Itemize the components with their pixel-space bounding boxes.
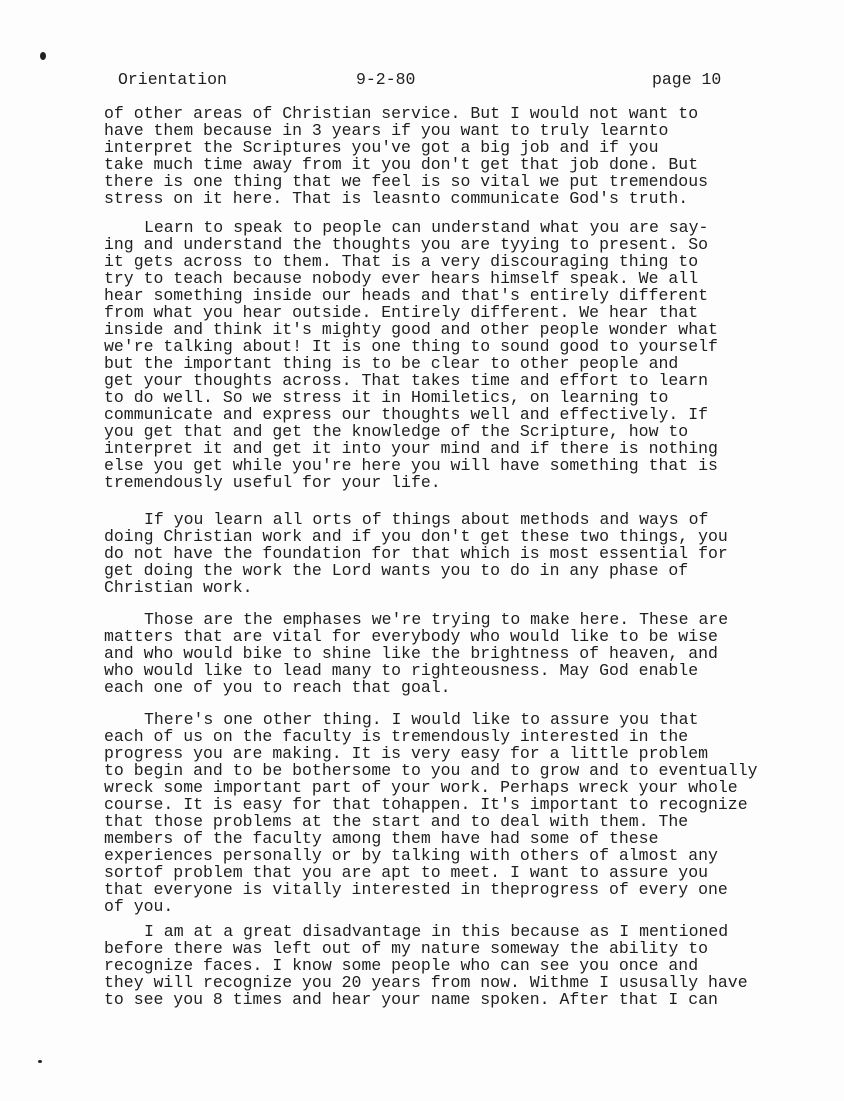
header-title: Orientation bbox=[118, 70, 227, 89]
text-line: matters that are vital for everybody who would like to be wise bbox=[104, 627, 718, 646]
text-line: from what you hear outside. Entirely different. We hear that bbox=[104, 303, 699, 322]
text-line: interpret the Scriptures you've got a big job and if you bbox=[104, 138, 659, 157]
scan-speck bbox=[38, 1060, 42, 1063]
paragraph-1 bbox=[104, 105, 708, 207]
text-line: If you learn all orts of things about methods and ways of bbox=[144, 510, 709, 529]
text-line: each one of you to reach that goal. bbox=[104, 678, 451, 697]
text-line: you get that and get the knowledge of the Scripture, how to bbox=[104, 422, 689, 441]
header-page-number: page 10 bbox=[652, 70, 722, 89]
scan-speck bbox=[40, 52, 46, 60]
text-line: hear something inside our heads and that's entirely different bbox=[104, 286, 708, 305]
text-line: There's one other thing. I would like to assure you that bbox=[144, 710, 699, 729]
text-line: members of the faculty among them have had some of these bbox=[104, 829, 659, 848]
text-line: doing Christian work and if you don't get these two things, you bbox=[104, 527, 728, 546]
text-line: that those problems at the start and to deal with them. The bbox=[104, 812, 689, 831]
text-line: else you get while you're here you will have something that is bbox=[104, 456, 718, 475]
paragraph-4 bbox=[104, 611, 728, 696]
text-line: but the important thing is to be clear to other people and bbox=[104, 354, 679, 373]
text-line: interpret it and get it into your mind and if there is nothing bbox=[104, 439, 718, 458]
text-line: have them because in 3 years if you want to truly learnto bbox=[104, 121, 669, 140]
text-line: before there was left out of my nature someway the ability to bbox=[104, 939, 708, 958]
text-line: communicate and express our thoughts well and effectively. If bbox=[104, 405, 708, 424]
text-line: wreck some important part of your work. Perhaps wreck your whole bbox=[104, 778, 738, 797]
text-line: and who would bike to shine like the brightness of heaven, and bbox=[104, 644, 718, 663]
text-line: I am at a great disadvantage in this because as I mentioned bbox=[144, 922, 729, 941]
text-line: they will recognize you 20 years from now. Withme I ususally have bbox=[104, 973, 748, 992]
text-line: stress on it here. That is leasnto communicate God's truth. bbox=[104, 189, 689, 208]
text-line: inside and think it's mighty good and other people wonder what bbox=[104, 320, 718, 339]
text-line: course. It is easy for that tohappen. It's important to recognize bbox=[104, 795, 748, 814]
text-line: of other areas of Christian service. But I would not want to bbox=[104, 104, 699, 123]
text-line: try to teach because nobody ever hears himself speak. We all bbox=[104, 269, 699, 288]
text-line: get doing the work the Lord wants you to do in any phase of bbox=[104, 561, 689, 580]
paragraph-6 bbox=[104, 923, 748, 1008]
text-line: recognize faces. I know some people who can see you once and bbox=[104, 956, 699, 975]
paragraph-5 bbox=[104, 711, 758, 915]
header-date: 9-2-80 bbox=[356, 70, 416, 89]
text-line: it gets across to them. That is a very discouraging thing to bbox=[104, 252, 699, 271]
text-line: there is one thing that we feel is so vital we put tremendous bbox=[104, 172, 708, 191]
text-line: tremendously useful for your life. bbox=[104, 473, 441, 492]
text-line: progress you are making. It is very easy for a little problem bbox=[104, 744, 708, 763]
text-line: get your thoughts across. That takes time and effort to learn bbox=[104, 371, 708, 390]
text-line: do not have the foundation for that which is most essential for bbox=[104, 544, 728, 563]
text-line: ing and understand the thoughts you are tyying to present. So bbox=[104, 235, 708, 254]
text-line: experiences personally or by talking with others of almost any bbox=[104, 846, 718, 865]
text-line: Christian work. bbox=[104, 578, 253, 597]
text-line: Those are the emphases we're trying to make here. These are bbox=[144, 610, 729, 629]
text-line: that everyone is vitally interested in theprogress of every one bbox=[104, 880, 728, 899]
text-line: we're talking about! It is one thing to sound good to yourself bbox=[104, 337, 718, 356]
text-line: to see you 8 times and hear your name spoken. After that I can bbox=[104, 990, 718, 1009]
paragraph-3 bbox=[104, 511, 728, 596]
text-line: to begin and to be bothersome to you and to grow and to eventually bbox=[104, 761, 758, 780]
text-line: Learn to speak to people can understand what you are say- bbox=[144, 218, 709, 237]
text-line: sortof problem that you are apt to meet. I want to assure you bbox=[104, 863, 708, 882]
text-line: to do well. So we stress it in Homiletics, on learning to bbox=[104, 388, 669, 407]
text-line: take much time away from it you don't get that job done. But bbox=[104, 155, 699, 174]
text-line: each of us on the faculty is tremendously interested in the bbox=[104, 727, 689, 746]
text-line: of you. bbox=[104, 897, 174, 916]
text-line: who would like to lead many to righteousness. May God enable bbox=[104, 661, 699, 680]
paragraph-2 bbox=[104, 219, 718, 491]
